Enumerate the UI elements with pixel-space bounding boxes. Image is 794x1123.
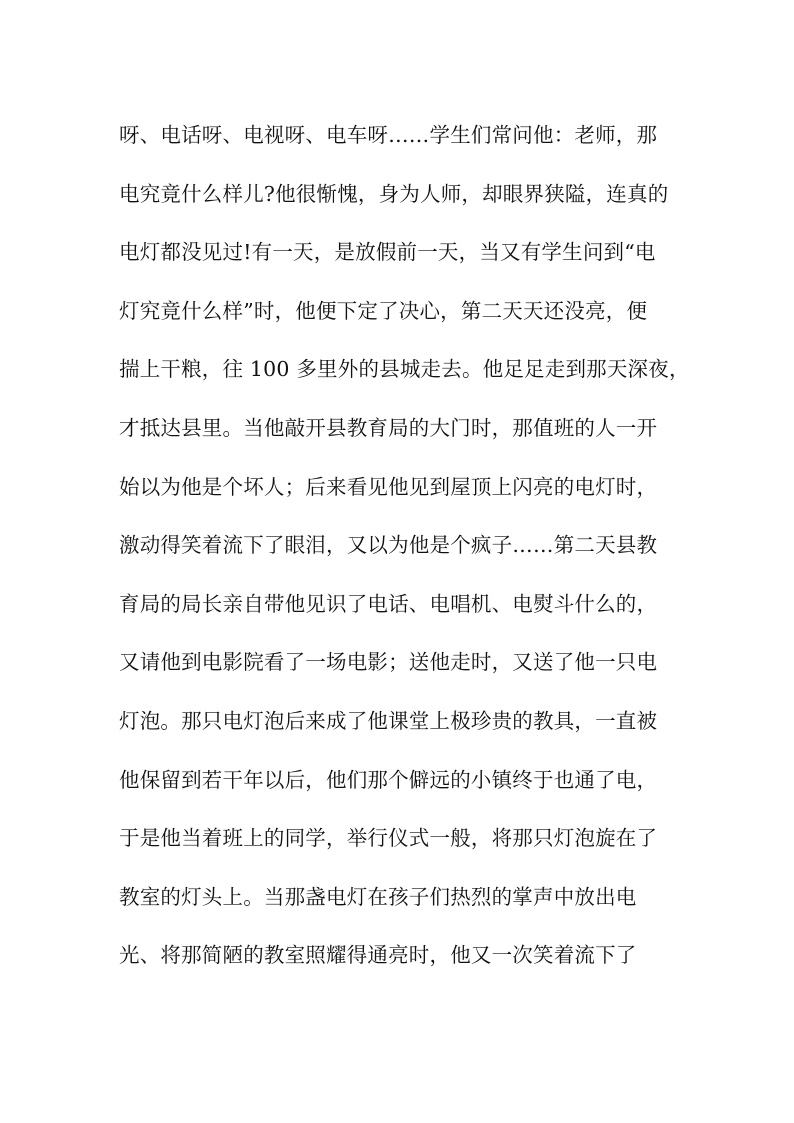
text-line-11: 灯泡。那只电灯泡后来成了他课堂上极珍贵的教具，一直被 (119, 708, 658, 733)
text-line-4: 灯究竟什么样”时，他便下定了决心，第二天天还没亮，便 (119, 298, 648, 323)
text-line-5: 揣上干粮，往 100 多里外的县城走去。他足足走到那天深夜， (119, 357, 690, 382)
text-line-12: 他保留到若干年以后，他们那个僻远的小镇终于也通了电， (119, 767, 658, 792)
text-line-15: 光、将那简陋的教室照耀得通亮时，他又一次笑着流下了 (119, 943, 637, 968)
text-line-8: 激动得笑着流下了眼泪，又以为他是个疯子……第二天县教 (119, 533, 658, 558)
text-line-14: 教室的灯头上。当那盏电灯在孩子们热烈的掌声中放出电 (119, 884, 637, 909)
text-line-6: 才抵达县里。当他敲开县教育局的大门时，那值班的人一开 (119, 415, 658, 440)
text-line-9: 育局的局长亲自带他见识了电话、电唱机、电熨斗什么的， (119, 591, 658, 616)
text-line-2: 电究竟什么样儿?他很惭愧，身为人师，却眼界狭隘，连真的 (119, 181, 669, 206)
text-line-10: 又请他到电影院看了一场电影；送他走时，又送了他一只电 (119, 650, 658, 675)
text-line-3: 电灯都没见过!有一天，是放假前一天，当又有学生问到“电 (119, 240, 656, 265)
text-line-13: 于是他当着班上的同学，举行仪式一般，将那只灯泡旋在了 (119, 826, 658, 851)
body-text (119, 117, 690, 996)
text-line-7: 始以为他是个坏人；后来看见他见到屋顶上闪亮的电灯时， (119, 474, 658, 499)
text-line-1: 呀、电话呀、电视呀、电车呀……学生们常问他：老师，那 (119, 123, 658, 147)
